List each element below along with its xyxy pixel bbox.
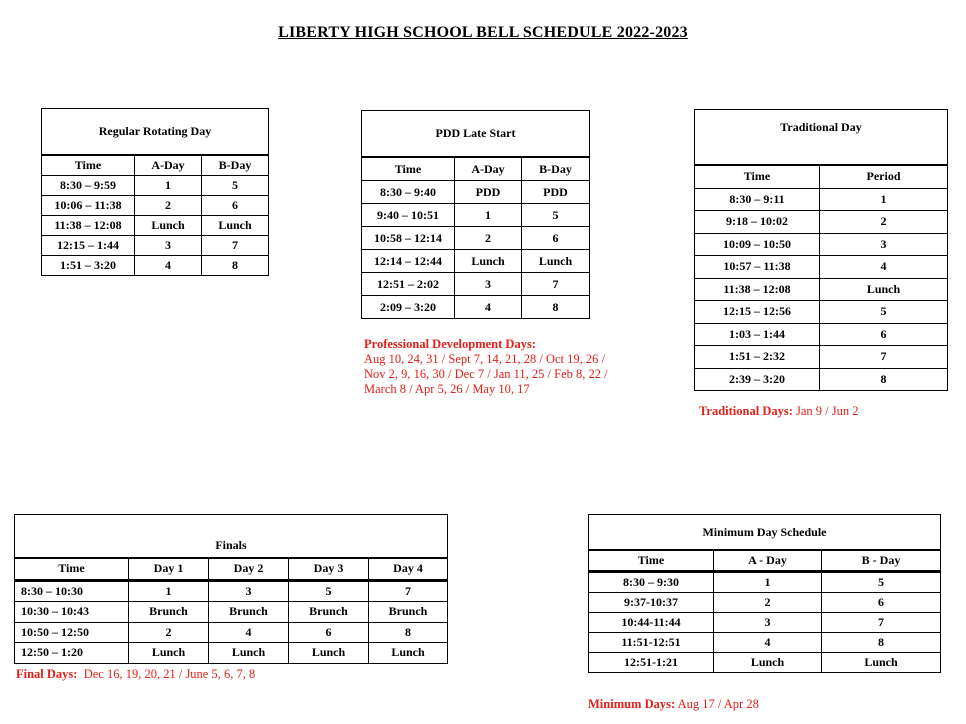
table-row: 12:51 – 2:02 3 7 [362,273,590,296]
table-caption: Traditional Day [695,110,948,166]
column-header: Day 1 [129,558,209,580]
table-row: 12:15 – 12:56 5 [695,301,948,324]
table-row: 8:30 – 9:59 1 5 [42,176,269,196]
page-title: LIBERTY HIGH SCHOOL BELL SCHEDULE 2022-2023 [278,24,688,41]
table-row: 10:50 – 12:50 2 4 6 8 [15,622,448,643]
column-header: Time [42,155,135,176]
column-header: Time [15,558,129,580]
table-row: 12:14 – 12:44 Lunch Lunch [362,250,590,273]
table-row: 12:15 – 1:44 3 7 [42,236,269,256]
column-header: Time [695,165,820,188]
table-row: 2:39 – 3:20 8 [695,368,948,391]
note-label: Traditional Days: [699,404,793,418]
table-row: 12:51-1:21 Lunch Lunch [589,653,941,673]
table-row: 9:37-10:37 2 6 [589,593,941,613]
table-row: 10:57 – 11:38 4 [695,256,948,279]
note-label: Final Days: [16,667,78,681]
column-header: A-Day [135,155,202,176]
column-header: Period [820,165,948,188]
table-caption: Regular Rotating Day [42,109,269,156]
table-row: 9:40 – 10:51 1 5 [362,204,590,227]
column-header: Day 2 [209,558,289,580]
table-row: 8:30 – 9:30 1 5 [589,572,941,593]
traditional-day-table [694,109,948,391]
table-row: 10:09 – 10:50 3 [695,233,948,256]
final-days-note: Final Days: Dec 16, 19, 20, 21 / June 5, 6, 7, 8 [16,667,256,681]
table-row: 10:44-11:44 3 7 [589,613,941,633]
pdd-days-note: Professional Development Days: Aug 10, 24, 31 / Sept 7, 14, 21, 28 / Oct 19, 26 / Nov 2, 9, 16, 30 / Dec 7 / Jan 11, 25 / Feb 8, 22 / March 8 / Apr 5, 26 / May 10, 17 [364,337,608,396]
finals-table [14,514,448,664]
table-row: 12:50 – 1:20 Lunch Lunch Lunch Lunch [15,643,448,664]
note-label: Professional Development Days: [364,337,536,351]
table-row: 10:06 – 11:38 2 6 [42,196,269,216]
column-header: Time [589,550,714,572]
table-row: 9:18 – 10:02 2 [695,211,948,234]
table-row: 8:30 – 9:40 PDD PDD [362,181,590,204]
table-row: 11:38 – 12:08 Lunch Lunch [42,216,269,236]
table-row: 8:30 – 10:30 1 3 5 7 [15,580,448,602]
pdd-late-start-table [361,110,590,319]
minimum-days-note: Minimum Days: Aug 17 / Apr 28 [588,697,759,711]
traditional-days-note: Traditional Days: Jan 9 / Jun 2 [699,404,859,418]
note-label: Minimum Days: [588,697,676,711]
table-row: 10:58 – 12:14 2 6 [362,227,590,250]
table-row: 2:09 – 3:20 4 8 [362,296,590,319]
column-header: A - Day [714,550,822,572]
column-header: Day 4 [369,558,448,580]
table-row: 10:30 – 10:43 Brunch Brunch Brunch Brunch [15,602,448,623]
minimum-day-schedule-table [588,514,941,673]
table-row: 11:51-12:51 4 8 [589,633,941,653]
table-row: 11:38 – 12:08 Lunch [695,278,948,301]
table-row: 1:03 – 1:44 6 [695,323,948,346]
table-row: 1:51 – 3:20 4 8 [42,256,269,276]
column-header: B - Day [822,550,941,572]
table-row: 1:51 – 2:32 7 [695,346,948,369]
table-caption: PDD Late Start [362,111,590,158]
table-row: 8:30 – 9:11 1 [695,188,948,211]
column-header: Time [362,157,455,181]
table-caption: Finals [15,515,448,559]
column-header: Day 3 [289,558,369,580]
regular-rotating-day-table [41,108,269,276]
column-header: B-Day [202,155,269,176]
column-header: A-Day [455,157,522,181]
table-caption: Minimum Day Schedule [589,515,941,551]
column-header: B-Day [522,157,590,181]
